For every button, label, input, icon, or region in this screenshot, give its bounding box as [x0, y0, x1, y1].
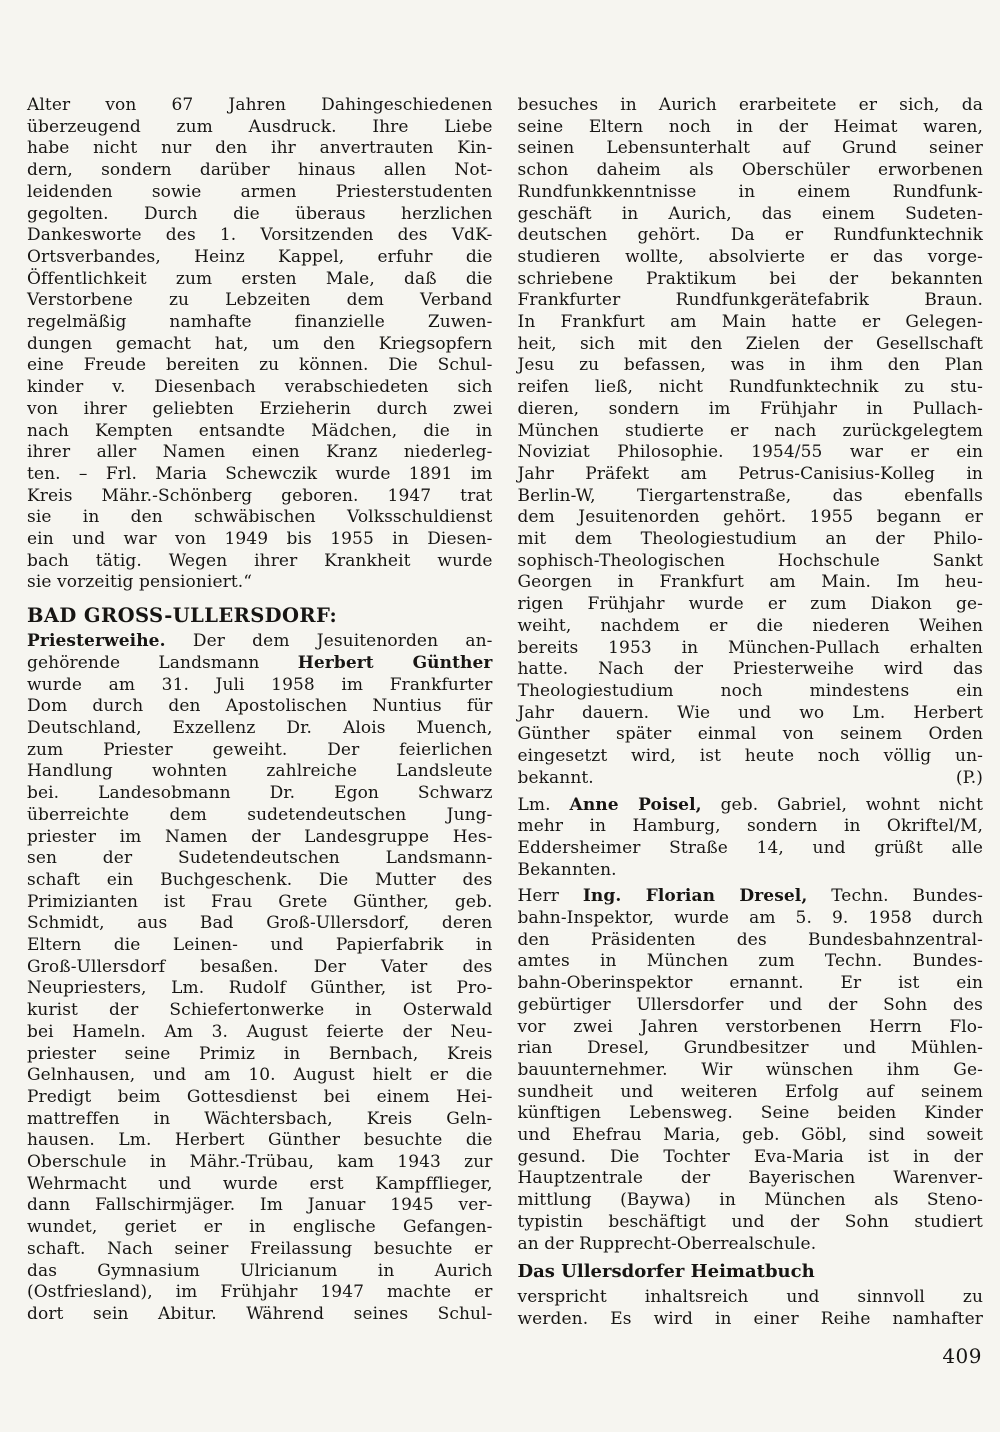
text-line: deutschen gehört. Da er Rundfunktechnik: [517, 225, 983, 246]
text-line: heit, sich mit den Zielen der Gesellschaft: [517, 333, 983, 354]
paragraph: [27, 631, 493, 1326]
text-line: bereits 1953 in München-Pullach erhalten: [517, 637, 983, 658]
text-line: rigen Frühjahr wurde er zum Diakon ge-: [517, 594, 983, 615]
text-line: sophisch-Theologischen Hochschule Sankt: [517, 550, 983, 571]
text-line: Bekannten.: [517, 859, 617, 880]
text-line: schon daheim als Oberschüler erworbenen: [517, 160, 983, 181]
text-line: verspricht inhaltsreich und sinnvoll zu: [517, 1286, 983, 1307]
text-line: Theologiestudium noch mindestens ein: [517, 680, 983, 701]
text-line: Herr Ing. Florian Dresel, Techn. Bundes-: [517, 886, 984, 907]
text-line: Groß-Ullersdorf besaßen. Der Vater des: [27, 956, 493, 977]
text-line: schaft ein Buchgeschenk. Die Mutter des: [27, 869, 493, 890]
text-line: Neupriesters, Lm. Rudolf Günther, ist Pro-: [27, 978, 493, 999]
text-line: Frankfurter Rundfunkgerätefabrik Braun.: [517, 290, 983, 311]
text-line: dieren, sondern im Frühjahr in Pullach-: [517, 398, 983, 419]
paragraph: [518, 95, 984, 790]
text-line: gehörende Landsmann Herbert Günther: [27, 652, 493, 673]
text-line: Lm. Anne Poisel, geb. Gabriel, wohnt nicht: [517, 794, 983, 815]
text-line: sie in den schwäbischen Volksschuldienst: [27, 507, 493, 528]
text-line: dort sein Abitur. Während seines Schul-: [27, 1303, 493, 1324]
section-heading: BAD GROSS-ULLERSDORF:: [27, 604, 338, 628]
text-line: Oberschule in Mähr.-Trübau, kam 1943 zur: [27, 1152, 493, 1173]
text-line: werden. Es wird in einer Reihe namhafter: [517, 1308, 983, 1329]
column-right: [518, 95, 984, 1335]
paragraph: [27, 95, 493, 594]
text-line: schriebene Praktikum bei der bekannten: [517, 268, 983, 289]
text-line: Jahr dauern. Wie und wo Lm. Herbert: [517, 702, 983, 723]
text-line: bahn-Inspektor, wurde am 5. 9. 1958 durch: [517, 908, 983, 929]
text-line: künftigen Lebensweg. Seine beiden Kinder: [517, 1103, 983, 1124]
text-line: (Ostfriesland), im Frühjahr 1947 machte er: [27, 1282, 493, 1303]
text-line: bauunternehmer. Wir wünschen ihm Ge-: [517, 1059, 983, 1080]
page-number: 409: [942, 1344, 982, 1368]
text-line: weiht, nachdem er die niederen Weihen: [517, 615, 983, 636]
paragraph: [518, 1287, 984, 1330]
text-line: reifen ließ, nicht Rundfunktechnik zu stu-: [517, 377, 983, 398]
text-line: überzeugend zum Ausdruck. Ihre Liebe: [27, 116, 493, 137]
text-line: gebürtiger Ullersdorfer und der Sohn des: [517, 994, 983, 1015]
text-line: eine Freude bereiten zu können. Die Schul-: [27, 355, 493, 376]
text-line: überreichte dem sudetendeutschen Jung-: [27, 804, 493, 825]
text-line: Predigt beim Gottesdienst bei einem Hei-: [27, 1086, 493, 1107]
text-line: schaft. Nach seiner Freilassung besuchte er: [27, 1238, 493, 1259]
text-line: mattreffen in Wächtersbach, Kreis Geln-: [27, 1108, 493, 1129]
text-line: Eddersheimer Straße 14, und grüßt alle: [517, 837, 983, 858]
text-line: mehr in Hamburg, sondern in Okriftel/M,: [517, 816, 983, 837]
text-line: leidenden sowie armen Priesterstudenten: [27, 181, 493, 202]
text-line: Hauptzentrale der Bayerischen Warenver-: [517, 1168, 983, 1189]
text-line: hausen. Lm. Herbert Günther besuchte die: [27, 1130, 493, 1151]
text-line: mit dem Theologiestudium an der Philo-: [517, 529, 983, 550]
text-line: kurist der Schiefertonwerke in Osterwald: [27, 1000, 493, 1021]
text-line: München studierte er nach zurückgelegtem: [517, 420, 983, 441]
text-line: Günther später einmal von seinem Orden: [517, 724, 983, 745]
text-line: seinen Lebensunterhalt auf Grund seiner: [517, 138, 983, 159]
text-line: ten. – Frl. Maria Schewczik wurde 1891 im: [27, 463, 493, 484]
text-line: Verstorbene zu Lebzeiten dem Verband: [27, 290, 493, 311]
text-line: Deutschland, Exzellenz Dr. Alois Muench,: [27, 717, 493, 738]
text-line: regelmäßig namhafte finanzielle Zuwen-: [27, 312, 493, 333]
text-line: Gelnhausen, und am 10. August hielt er die: [27, 1065, 493, 1086]
text-line: seine Eltern noch in der Heimat waren,: [517, 116, 983, 137]
text-line: studieren wollte, absolvierte er das vorge-: [517, 246, 983, 267]
text-line: mittlung (Baywa) in München als Steno-: [517, 1190, 983, 1211]
text-line: gegolten. Durch die überaus herzlichen: [27, 203, 493, 224]
text-line: sundheit und weiteren Erfolg auf seinem: [517, 1081, 983, 1102]
text-line: typistin beschäftigt und der Sohn studiert: [517, 1211, 983, 1232]
section-heading: Das Ullersdorfer Heimatbuch: [517, 1261, 815, 1283]
text-line: Jahr Präfekt am Petrus-Canisius-Kolleg in: [517, 463, 983, 484]
text-line: wundet, geriet er in englische Gefangen-: [27, 1217, 493, 1238]
text-line: Priesterweihe. Der dem Jesuitenorden an-: [27, 631, 493, 652]
text-line: bei Hameln. Am 3. August feierte der Neu-: [27, 1021, 493, 1042]
text-line: Alter von 67 Jahren Dahingeschiedenen: [27, 95, 493, 115]
text-line: nach Kempten entsandte Mädchen, die in: [27, 420, 493, 441]
text-line: hatte. Nach der Priesterweihe wird das: [517, 659, 983, 680]
text-line: besuches in Aurich erarbeitete er sich, da: [517, 95, 983, 115]
text-line: Noviziat Philosophie. 1954/55 war er ein: [517, 442, 983, 463]
text-line: den Präsidenten des Bundesbahnzentral-: [517, 929, 983, 950]
text-line: dungen gemacht hat, um den Kriegsopfern: [27, 333, 493, 354]
text-line: eingesetzt wird, ist heute noch völlig un-: [517, 746, 983, 767]
text-line: dem Jesuitenorden gehört. 1955 begann er: [517, 507, 983, 528]
text-line: zum Priester geweiht. Der feierlichen: [27, 739, 493, 760]
text-line: Rundfunkkenntnisse in einem Rundfunk-: [517, 181, 983, 202]
text-line: In Frankfurt am Main hatte er Gelegen-: [517, 312, 983, 333]
text-line: ein und war von 1949 bis 1955 in Diesen-: [27, 529, 493, 550]
text-line: vor zwei Jahren verstorbenen Herrn Flo-: [517, 1016, 983, 1037]
text-line: sie vorzeitig pensioniert.“: [27, 572, 253, 593]
text-line: Schmidt, aus Bad Groß-Ullersdorf, deren: [27, 913, 493, 934]
text-line: Handlung wohnten zahlreiche Landsleute: [27, 761, 493, 782]
text-line: Wehrmacht und wurde erst Kampfflieger,: [27, 1173, 493, 1194]
text-line: geschäft in Aurich, das einem Sudeten-: [517, 203, 983, 224]
column-left: [27, 95, 493, 1335]
text-line: bekannt. (P.): [517, 767, 983, 788]
text-line: wurde am 31. Juli 1958 im Frankfurter: [27, 674, 493, 695]
text-line: amtes in München zum Techn. Bundes-: [517, 951, 983, 972]
text-line: dann Fallschirmjäger. Im Januar 1945 ver-: [27, 1195, 493, 1216]
text-line: gesund. Die Tochter Eva-Maria ist in der: [517, 1146, 983, 1167]
text-line: rian Dresel, Grundbesitzer und Mühlen-: [517, 1038, 983, 1059]
text-line: bach tätig. Wegen ihrer Krankheit wurde: [27, 550, 493, 571]
text-line: Eltern die Leinen- und Papierfabrik in: [27, 935, 493, 956]
text-line: bahn-Oberinspektor ernannt. Er ist ein: [517, 973, 983, 994]
text-line: Primizianten ist Frau Grete Günther, geb.: [27, 891, 493, 912]
text-line: Öffentlichkeit zum ersten Male, daß die: [27, 268, 493, 289]
paragraph: [518, 795, 984, 882]
text-line: sen der Sudetendeutschen Landsmann-: [27, 848, 493, 869]
text-line: ihrer aller Namen einen Kranz niederleg-: [27, 442, 493, 463]
text-columns: [27, 95, 983, 1335]
text-line: priester seine Primiz in Bernbach, Kreis: [27, 1043, 493, 1064]
paragraph: [518, 886, 984, 1255]
text-line: dern, sondern darüber hinaus allen Not-: [27, 160, 493, 181]
text-line: bei. Landesobmann Dr. Egon Schwarz: [27, 783, 493, 804]
text-line: Kreis Mähr.-Schönberg geboren. 1947 trat: [27, 485, 493, 506]
text-line: Dom durch den Apostolischen Nuntius für: [27, 696, 493, 717]
text-line: kinder v. Diesenbach verabschiedeten sich: [27, 377, 493, 398]
text-line: und Ehefrau Maria, geb. Göbl, sind soweit: [517, 1125, 983, 1146]
text-line: priester im Namen der Landesgruppe Hes-: [27, 826, 493, 847]
text-line: das Gymnasium Ulricianum in Aurich: [27, 1260, 493, 1281]
text-line: Dankesworte des 1. Vorsitzenden des VdK-: [27, 225, 493, 246]
text-line: von ihrer geliebten Erzieherin durch zwei: [27, 398, 493, 419]
text-line: habe nicht nur den ihr anvertrauten Kin-: [27, 138, 493, 159]
text-line: Berlin-W, Tiergartenstraße, das ebenfalls: [517, 485, 983, 506]
text-line: an der Rupprecht-Oberrealschule.: [517, 1233, 817, 1254]
text-line: Georgen in Frankfurt am Main. Im heu-: [517, 572, 983, 593]
text-line: Ortsverbandes, Heinz Kappel, erfuhr die: [27, 246, 493, 267]
text-line: Jesu zu befassen, was in ihm den Plan: [517, 355, 983, 376]
